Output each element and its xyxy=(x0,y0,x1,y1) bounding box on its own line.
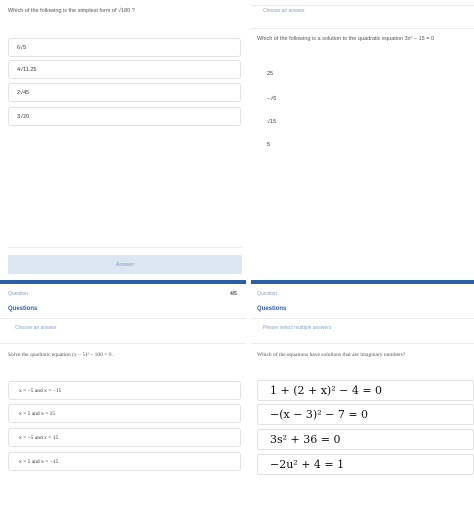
multiple-answers-hint: Please select multiple answers xyxy=(263,325,332,331)
divider xyxy=(251,5,474,6)
question-text: Which of the equations have solutions that are imaginary numbers? xyxy=(257,352,406,358)
option-label: 4√11.25 xyxy=(17,66,37,73)
answer-option[interactable] xyxy=(8,404,241,423)
option-and: and xyxy=(34,387,43,394)
answer-option[interactable] xyxy=(8,38,241,57)
option-value-a: x = −5 xyxy=(19,387,34,394)
option-label: 3√20 xyxy=(17,113,30,120)
option-value-a: x = 5 xyxy=(19,458,31,465)
question-text: Which of the following is the simplest form of √180 ? xyxy=(8,8,135,14)
choose-answer-hint: Choose an answer xyxy=(263,8,305,14)
option-label: 2√45 xyxy=(17,89,30,96)
answer-option[interactable]: √15 xyxy=(267,119,277,125)
section-divider xyxy=(251,280,474,284)
answer-option[interactable] xyxy=(257,404,474,425)
divider xyxy=(251,318,474,319)
answer-option[interactable] xyxy=(8,381,241,400)
answer-option[interactable] xyxy=(8,60,241,79)
answer-option[interactable] xyxy=(257,380,474,401)
option-value-b: x = 15 xyxy=(44,434,59,441)
answer-option[interactable] xyxy=(8,107,241,126)
option-value-b: x = −15 xyxy=(44,387,62,394)
questions-heading: Questions xyxy=(257,306,287,312)
option-and: and xyxy=(31,410,40,417)
option-value-b: x = 15 xyxy=(41,410,56,417)
answer-option[interactable]: 25 xyxy=(267,71,274,77)
answer-option[interactable] xyxy=(8,452,241,471)
divider xyxy=(251,343,474,344)
divider xyxy=(0,318,246,319)
question-label: Question xyxy=(8,291,29,297)
question-text: Which of the following is a solution to the quadratic equation 3x² − 15 = 0 xyxy=(257,36,435,42)
equation-label: −2u² + 4 = 1 xyxy=(270,458,345,471)
equation-label: 1 + (2 + x)² − 4 = 0 xyxy=(270,384,383,397)
equation-label: −(x − 3)² − 7 = 0 xyxy=(270,408,369,421)
option-value-b: x = −15 xyxy=(41,458,59,465)
divider xyxy=(0,343,246,344)
section-divider xyxy=(0,280,246,284)
answer-option[interactable]: 5 xyxy=(267,142,271,148)
question-label: Question xyxy=(257,291,278,297)
answer-button[interactable]: Answer xyxy=(8,255,242,274)
option-label: 6√5 xyxy=(17,44,27,51)
answer-option[interactable] xyxy=(8,83,241,102)
answer-option[interactable] xyxy=(257,454,474,475)
divider xyxy=(8,247,242,248)
question-counter: 4/5 xyxy=(230,291,237,297)
answer-option[interactable]: −√5 xyxy=(267,96,277,102)
equation-label: 3s² + 36 = 0 xyxy=(270,433,341,446)
question-text: Solve the quadratic equation (x − 5)² − 100 = 0 . xyxy=(8,352,115,358)
answer-option[interactable] xyxy=(8,428,241,447)
option-value-a: x = 5 xyxy=(19,410,31,417)
answer-option[interactable] xyxy=(257,429,474,450)
divider xyxy=(251,28,474,29)
option-and: and xyxy=(34,434,43,441)
option-and: and xyxy=(31,458,40,465)
option-value-a: x = −5 xyxy=(19,434,34,441)
questions-heading: Questions xyxy=(8,306,38,312)
choose-answer-hint: Choose an answer xyxy=(15,325,57,331)
